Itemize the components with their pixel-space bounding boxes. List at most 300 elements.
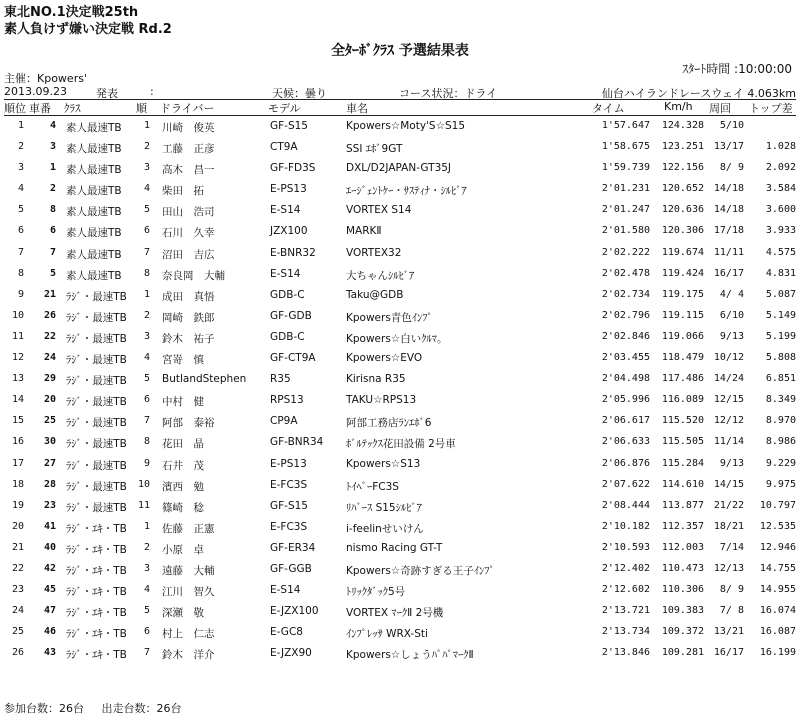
cell-gap: 9.975: [765, 478, 796, 490]
cell-model: CP9A: [270, 415, 298, 428]
cell-model: GF-S15: [270, 499, 308, 512]
cell-order: 6: [143, 394, 150, 406]
table-row: [4, 479, 796, 500]
cell-driver: 濱西 勉: [162, 480, 204, 493]
cell-model: E-FC3S: [270, 520, 308, 533]
cell-driver: ButlandStephen: [162, 373, 247, 386]
table-header: [4, 100, 796, 116]
cell-lap: 4/ 4: [719, 288, 744, 300]
table-row: [4, 225, 796, 246]
cell-rank: 17: [11, 457, 24, 469]
col-class: ｸﾗｽ: [64, 102, 81, 115]
cell-order: 7: [143, 415, 150, 427]
cell-car-name: DXL/D2JAPAN-GT35J: [346, 162, 452, 175]
cell-model: E-JZX90: [270, 647, 312, 660]
cell-lap: 11/14: [713, 436, 744, 448]
cell-car-no: 30: [43, 436, 56, 448]
table-row: [4, 289, 796, 310]
cell-speed: 109.372: [661, 626, 704, 638]
cell-lap: 6/10: [719, 309, 744, 321]
cell-car-no: 5: [49, 267, 56, 279]
cell-time: 2'10.593: [601, 541, 650, 553]
cell-lap: 14/18: [713, 204, 744, 216]
cell-order: 3: [143, 562, 150, 574]
cell-lap: 14/18: [713, 183, 744, 195]
page-title: 全ﾀｰﾎﾞｸﾗｽ 予選結果表: [331, 43, 469, 59]
cell-time: 2'05.996: [601, 394, 650, 406]
table-row: [4, 542, 796, 563]
cell-model: R35: [270, 373, 291, 386]
col-rank: 順位: [4, 102, 26, 115]
cell-order: 4: [143, 352, 150, 364]
cell-rank: 23: [11, 584, 24, 596]
cell-speed: 109.383: [661, 605, 704, 617]
cell-car-no: 23: [43, 499, 56, 511]
cell-speed: 112.357: [661, 520, 704, 532]
announce-label: 発表: [96, 87, 118, 100]
cell-order: 8: [143, 267, 150, 279]
cell-model: E-BNR32: [270, 246, 316, 259]
cell-rank: 11: [11, 330, 24, 342]
cell-class: 素人最速TB: [66, 227, 122, 240]
cell-car-no: 41: [43, 520, 56, 532]
cell-lap: 16/17: [713, 647, 744, 659]
cell-car-no: 22: [43, 330, 56, 342]
cell-time: 2'02.222: [601, 246, 650, 258]
cell-class: 素人最速TB: [66, 122, 122, 134]
cell-time: 2'02.478: [601, 267, 650, 279]
table-row: [4, 500, 796, 521]
cell-time: 2'04.498: [601, 373, 650, 385]
cell-class: 素人最速TB: [66, 248, 122, 261]
cell-rank: 16: [11, 436, 24, 448]
cell-driver: 石井 茂: [162, 459, 204, 472]
cell-class: ﾗｼﾞ・最速TB: [66, 354, 127, 367]
cell-driver: 石川 久幸: [162, 227, 215, 240]
cell-lap: 8/ 9: [719, 162, 744, 174]
cell-rank: 15: [11, 415, 24, 427]
cell-car-no: 25: [43, 415, 56, 427]
cell-car-name: VORTEX ﾏｰｸⅡ 2号機: [346, 607, 444, 620]
col-car-name: 車名: [346, 102, 368, 115]
cell-order: 4: [143, 183, 150, 195]
cell-lap: 12/12: [713, 415, 744, 427]
cell-car-name: Kpowers☆Moty'S☆S15: [346, 120, 466, 132]
cell-model: GF-BNR34: [270, 436, 324, 449]
col-lap: 周回: [709, 102, 731, 115]
cell-car-name: Taku@GDB: [346, 288, 404, 301]
cell-model: GF-ER34: [270, 541, 316, 554]
cell-model: E-PS13: [270, 457, 307, 470]
starter-count: 出走台数：26台: [101, 702, 182, 715]
cell-rank: 6: [17, 225, 24, 237]
cell-class: ﾗｼﾞ・ｴｷ・TB: [66, 628, 127, 641]
col-driver: ドライバー: [160, 102, 215, 115]
cell-time: 2'01.231: [601, 183, 650, 195]
cell-car-name: ｲﾝﾌﾟﾚｯｻ WRX-Sti: [346, 628, 428, 641]
cell-lap: 9/13: [719, 330, 744, 342]
cell-class: ﾗｼﾞ・最速TB: [66, 332, 127, 345]
cell-time: 2'01.247: [601, 204, 650, 216]
cell-gap: 6.851: [765, 373, 796, 385]
table-row: [4, 647, 796, 668]
cell-class: 素人最速TB: [66, 164, 122, 177]
cell-model: GF-GDB: [270, 309, 312, 322]
cell-speed: 116.089: [661, 394, 704, 406]
venue: 仙台ハイランドレースウェイ 4.063km: [601, 87, 796, 100]
cell-car-name: Kpowers青色ｲﾝﾌﾟ: [346, 311, 433, 324]
cell-speed: 120.652: [661, 183, 704, 195]
cell-car-name: Kpowers☆しょうﾊﾟﾊﾟﾏｰｸⅡ: [346, 649, 474, 662]
cell-lap: 10/12: [713, 352, 744, 364]
cell-gap: 10.797: [759, 499, 796, 511]
organizer: 主催：Kpowers': [4, 72, 87, 85]
cell-gap: 8.970: [765, 415, 796, 427]
cell-order: 4: [143, 584, 150, 596]
cell-car-no: 7: [49, 246, 56, 258]
cell-time: 2'02.734: [601, 288, 650, 300]
cell-car-no: 2: [49, 183, 56, 195]
cell-lap: 14/15: [713, 478, 744, 490]
cell-order: 2: [143, 309, 150, 321]
cell-speed: 115.520: [661, 415, 704, 427]
cell-driver: 阿部 泰裕: [162, 417, 215, 430]
cell-speed: 119.424: [661, 267, 704, 279]
cell-gap: 5.199: [765, 330, 796, 342]
table-row: [4, 605, 796, 626]
cell-driver: 深瀬 敬: [162, 607, 204, 620]
cell-lap: 7/14: [719, 541, 744, 553]
cell-car-name: Kpowers☆奇跡すぎる王子ｲﾝﾌﾟ: [346, 564, 495, 577]
cell-gap: 5.808: [765, 352, 796, 364]
cell-gap: 16.087: [759, 626, 796, 638]
col-gap: トップ差: [749, 102, 793, 115]
cell-speed: 110.473: [661, 562, 704, 574]
table-row: [4, 584, 796, 605]
cell-driver: 花田 晶: [162, 438, 204, 451]
cell-gap: 9.229: [765, 457, 796, 469]
cell-lap: 16/17: [713, 267, 744, 279]
cell-rank: 18: [11, 478, 24, 490]
table-row: [4, 120, 796, 141]
cell-class: ﾗｼﾞ・ｴｷ・TB: [66, 564, 127, 577]
table-row: [4, 373, 796, 394]
cell-driver: 工藤 正彦: [162, 143, 215, 156]
cell-order: 2: [143, 141, 150, 153]
cell-class: 素人最速TB: [66, 185, 122, 198]
cell-driver: 村上 仁志: [162, 628, 215, 641]
cell-gap: 2.092: [765, 162, 796, 174]
cell-rank: 10: [11, 309, 24, 321]
cell-class: ﾗｼﾞ・最速TB: [66, 438, 127, 451]
cell-lap: 12/13: [713, 562, 744, 574]
cell-model: E-FC3S: [270, 478, 308, 491]
cell-time: 2'12.602: [601, 584, 650, 596]
cell-driver: 田山 浩司: [162, 206, 215, 219]
cell-order: 5: [143, 204, 150, 216]
cell-gap: 12.535: [759, 520, 796, 532]
cell-gap: 3.600: [765, 204, 796, 216]
cell-time: 2'07.622: [601, 478, 650, 490]
cell-rank: 5: [17, 204, 24, 216]
cell-driver: 江川 智久: [162, 586, 215, 599]
cell-order: 2: [143, 541, 150, 553]
announce-colon: :: [150, 85, 154, 98]
cell-lap: 12/15: [713, 394, 744, 406]
cell-rank: 25: [11, 626, 24, 638]
cell-speed: 115.284: [661, 457, 704, 469]
cell-order: 9: [143, 457, 150, 469]
cell-speed: 114.610: [661, 478, 704, 490]
cell-car-name: VORTEX S14: [346, 204, 412, 217]
cell-car-name: TAKU☆RPS13: [346, 394, 417, 407]
cell-order: 10: [137, 478, 150, 490]
cell-car-no: 40: [43, 541, 56, 553]
date: 2013.09.23: [4, 85, 67, 98]
cell-gap: 3.933: [765, 225, 796, 237]
cell-car-name: nismo Racing GT-T: [346, 541, 443, 554]
cell-speed: 119.115: [661, 309, 704, 321]
cell-model: GDB-C: [270, 330, 305, 343]
cell-time: 2'12.402: [601, 562, 650, 574]
cell-class: ﾗｼﾞ・ｴｷ・TB: [66, 543, 127, 556]
cell-car-name: Kirisna R35: [346, 373, 406, 386]
cell-time: 2'13.734: [601, 626, 650, 638]
cell-lap: 9/13: [719, 457, 744, 469]
cell-car-no: 42: [43, 562, 56, 574]
cell-gap: 14.755: [759, 562, 796, 574]
table-row: [4, 183, 796, 204]
results-table: [4, 120, 796, 668]
cell-time: 2'08.444: [601, 499, 650, 511]
table-row: [4, 141, 796, 162]
cell-order: 11: [137, 499, 150, 511]
cell-order: 3: [143, 162, 150, 174]
cell-gap: 16.074: [759, 605, 796, 617]
cell-class: ﾗｼﾞ・最速TB: [66, 311, 127, 324]
cell-car-name: ﾄﾘｯｸﾀﾞｯｸ5号: [346, 586, 406, 599]
cell-class: 素人最速TB: [66, 269, 122, 282]
col-car-no: 車番: [29, 102, 51, 115]
cell-driver: 鈴木 洋介: [162, 649, 215, 662]
cell-car-name: MARKⅡ: [346, 225, 382, 238]
cell-speed: 110.306: [661, 584, 704, 596]
cell-speed: 120.306: [661, 225, 704, 237]
cell-car-no: 6: [49, 225, 56, 237]
col-speed: Km/h: [664, 100, 693, 113]
cell-speed: 109.281: [661, 647, 704, 659]
cell-model: E-S14: [270, 584, 301, 597]
cell-driver: 篠崎 稔: [162, 501, 204, 514]
weather: 天候：曇り: [272, 87, 327, 100]
cell-class: ﾗｼﾞ・ｴｷ・TB: [66, 649, 127, 662]
cell-class: 素人最速TB: [66, 143, 122, 156]
cell-driver: 高木 昌一: [162, 164, 215, 177]
cell-car-name: Kpowers☆白いｸﾙﾏ。: [346, 332, 448, 345]
cell-order: 7: [143, 246, 150, 258]
cell-order: 5: [143, 373, 150, 385]
table-row: [4, 247, 796, 268]
info-row: [4, 85, 796, 100]
cell-rank: 26: [11, 647, 24, 659]
cell-speed: 115.505: [661, 436, 704, 448]
cell-time: 2'06.617: [601, 415, 650, 427]
cell-driver: 鈴木 祐子: [162, 332, 215, 345]
table-row: [4, 436, 796, 457]
cell-order: 8: [143, 436, 150, 448]
cell-speed: 124.328: [661, 120, 704, 131]
cell-order: 7: [143, 647, 150, 659]
table-row: [4, 458, 796, 479]
event-subtitle: 素人負けず嫌い決定戦 Rd.2: [4, 22, 172, 37]
cell-gap: 4.831: [765, 267, 796, 279]
cell-driver: 川崎 俊英: [162, 122, 215, 134]
cell-lap: 13/21: [713, 626, 744, 638]
table-row: [4, 394, 796, 415]
cell-gap: 1.028: [765, 141, 796, 153]
cell-order: 1: [143, 120, 150, 131]
cell-rank: 8: [17, 267, 24, 279]
cell-time: 2'10.182: [601, 520, 650, 532]
cell-car-no: 24: [43, 352, 56, 364]
cell-class: ﾗｼﾞ・最速TB: [66, 396, 127, 409]
cell-rank: 21: [11, 541, 24, 553]
table-row: [4, 204, 796, 225]
table-row: [4, 162, 796, 183]
cell-time: 2'02.796: [601, 309, 650, 321]
course-condition: コース状況：ドライ: [399, 87, 498, 100]
cell-lap: 18/21: [713, 520, 744, 532]
cell-lap: 8/ 9: [719, 584, 744, 596]
cell-rank: 9: [17, 288, 24, 300]
cell-car-name: ﾘﾊﾞｰｽ S15ｼﾙﾋﾞｱ: [346, 501, 422, 514]
cell-car-no: 3: [49, 141, 56, 153]
table-row: [4, 352, 796, 373]
table-row: [4, 521, 796, 542]
cell-gap: 8.349: [765, 394, 796, 406]
cell-rank: 19: [11, 499, 24, 511]
cell-car-name: ｴｰｼﾞｪﾝﾄｹｰ・ｻｽﾃｨﾅ・ｼﾙﾋﾞｱ: [346, 185, 467, 198]
footer: [4, 700, 182, 716]
cell-gap: 14.955: [759, 584, 796, 596]
cell-lap: 21/22: [713, 499, 744, 511]
cell-lap: 13/17: [713, 141, 744, 153]
cell-model: GF-FD3S: [270, 162, 316, 175]
cell-class: ﾗｼﾞ・ｴｷ・TB: [66, 607, 127, 620]
cell-time: 2'02.846: [601, 330, 650, 342]
cell-model: GF-CT9A: [270, 352, 316, 365]
cell-driver: 沼田 吉広: [162, 248, 215, 261]
table-row: [4, 626, 796, 647]
cell-model: E-JZX100: [270, 605, 319, 618]
cell-rank: 7: [17, 246, 24, 258]
table-row: [4, 415, 796, 436]
cell-time: 2'03.455: [601, 352, 650, 364]
cell-order: 3: [143, 330, 150, 342]
cell-gap: 8.986: [765, 436, 796, 448]
cell-class: ﾗｼﾞ・最速TB: [66, 480, 127, 493]
cell-model: GF-S15: [270, 120, 308, 132]
cell-speed: 123.251: [661, 141, 704, 153]
cell-time: 2'06.876: [601, 457, 650, 469]
cell-car-no: 45: [43, 584, 56, 596]
cell-car-no: 20: [43, 394, 56, 406]
cell-speed: 122.156: [661, 162, 704, 174]
cell-class: ﾗｼﾞ・ｴｷ・TB: [66, 522, 127, 535]
cell-time: 1'57.647: [601, 120, 650, 131]
cell-car-no: 1: [49, 162, 56, 174]
cell-model: E-S14: [270, 267, 301, 280]
cell-driver: 中村 健: [162, 396, 204, 409]
cell-rank: 2: [17, 141, 24, 153]
cell-car-name: 大ちゃんｼﾙﾋﾞｱ: [346, 269, 415, 282]
cell-lap: 11/11: [713, 246, 744, 258]
cell-driver: 遠藤 大輔: [162, 564, 215, 577]
cell-speed: 118.479: [661, 352, 704, 364]
cell-driver: 小原 卓: [162, 543, 204, 556]
cell-speed: 120.636: [661, 204, 704, 216]
cell-speed: 113.877: [661, 499, 704, 511]
cell-class: ﾗｼﾞ・最速TB: [66, 417, 127, 430]
cell-car-no: 28: [43, 478, 56, 490]
cell-gap: 5.149: [765, 309, 796, 321]
cell-car-no: 26: [43, 309, 56, 321]
cell-rank: 12: [11, 352, 24, 364]
event-title: 東北NO.1決定戦25th: [4, 5, 139, 20]
cell-lap: 17/18: [713, 225, 744, 237]
cell-model: E-S14: [270, 204, 301, 217]
cell-lap: 7/ 8: [719, 605, 744, 617]
table-row: [4, 310, 796, 331]
cell-model: RPS13: [270, 394, 304, 407]
cell-car-name: Kpowers☆S13: [346, 457, 421, 470]
cell-rank: 20: [11, 520, 24, 532]
cell-car-no: 47: [43, 605, 56, 617]
cell-car-no: 43: [43, 647, 56, 659]
cell-driver: 成田 真悟: [162, 290, 215, 303]
table-row: [4, 331, 796, 352]
cell-order: 1: [143, 520, 150, 532]
cell-gap: 4.575: [765, 246, 796, 258]
cell-car-name: 阿部工務店ﾗﾝｴﾎﾞ6: [346, 417, 432, 430]
cell-gap: 3.584: [765, 183, 796, 195]
cell-car-name: Kpowers☆EVO: [346, 352, 423, 365]
cell-rank: 3: [17, 162, 24, 174]
cell-time: 2'13.846: [601, 647, 650, 659]
cell-lap: 14/24: [713, 373, 744, 385]
cell-model: GF-GGB: [270, 562, 312, 575]
cell-time: 1'59.739: [601, 162, 650, 174]
cell-gap: 12.946: [759, 541, 796, 553]
cell-rank: 24: [11, 605, 24, 617]
cell-class: 素人最速TB: [66, 206, 122, 219]
cell-car-no: 29: [43, 373, 56, 385]
cell-time: 1'58.675: [601, 141, 650, 153]
cell-model: E-GC8: [270, 626, 303, 639]
cell-driver: 奈良岡 大輔: [162, 269, 225, 282]
cell-rank: 22: [11, 562, 24, 574]
cell-car-name: SSI ｴﾎﾞ9GT: [346, 143, 403, 156]
cell-speed: 117.486: [661, 373, 704, 385]
cell-model: E-PS13: [270, 183, 307, 196]
cell-order: 6: [143, 225, 150, 237]
cell-rank: 1: [17, 120, 24, 131]
cell-lap: 5/10: [719, 120, 744, 131]
cell-car-name: ﾎﾞﾙﾃｯｸｽ花田設備 2号車: [346, 438, 456, 451]
participant-count: 参加台数：26台: [4, 702, 84, 715]
cell-car-name: VORTEX32: [346, 246, 402, 259]
cell-gap: 5.087: [765, 288, 796, 300]
